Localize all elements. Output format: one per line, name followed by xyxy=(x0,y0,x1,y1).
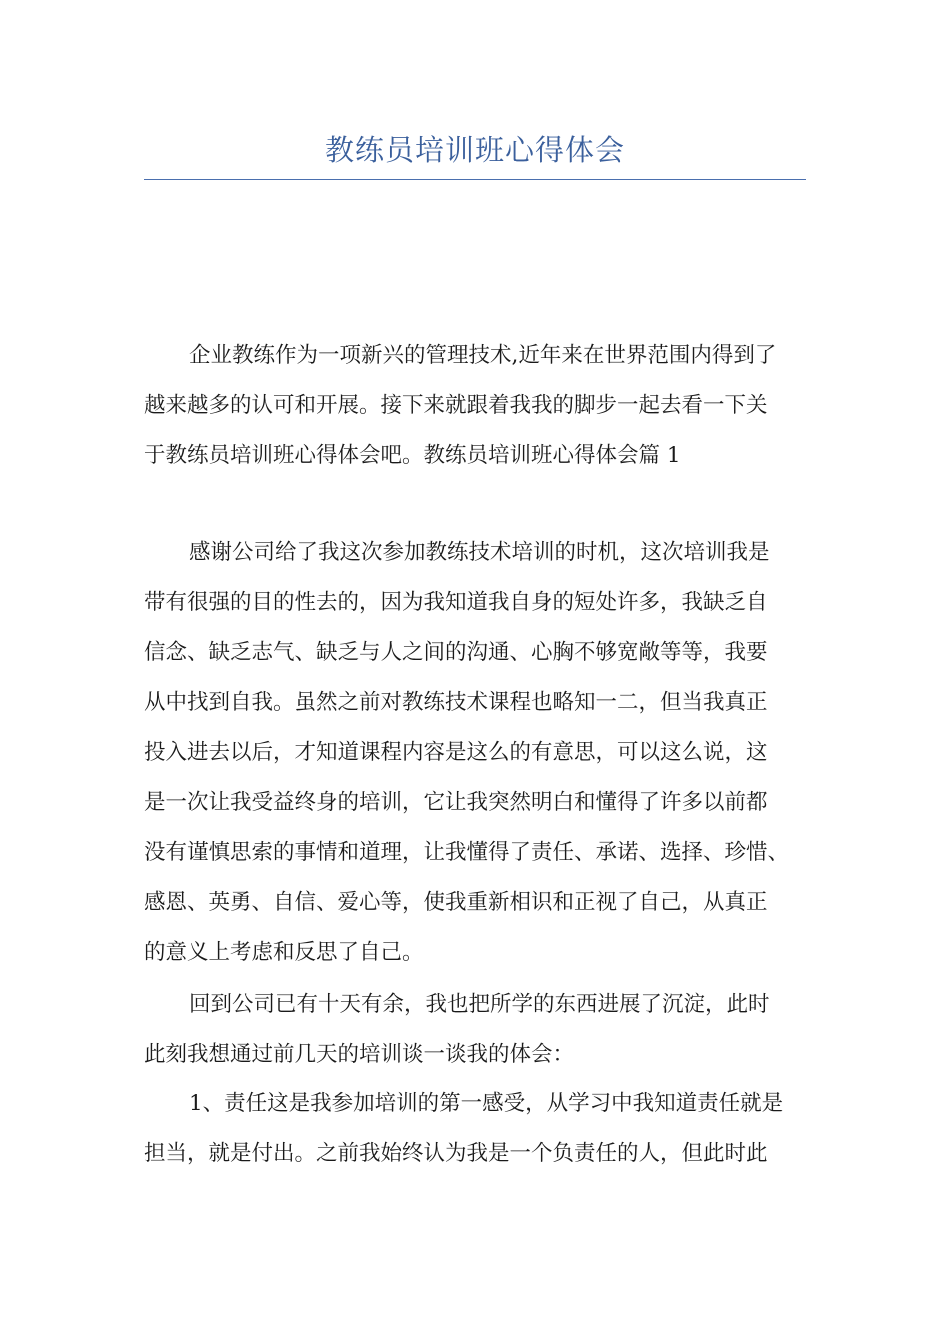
text-line: 于教练员培训班心得体会吧。教练员培训班心得体会篇 1 xyxy=(144,443,681,468)
text-line: 担当，就是付出。之前我始终认为我是一个负责任的人，但此时此 xyxy=(144,1141,768,1166)
text-line: 回到公司已有十天有余，我也把所学的东西进展了沉淀，此时 xyxy=(189,992,770,1017)
text-line: 信念、缺乏志气、缺乏与人之间的沟通、心胸不够宽敞等等，我要 xyxy=(144,640,768,665)
paragraph-item-1 xyxy=(144,1079,824,1179)
text-line: 的意义上考虑和反思了自己。 xyxy=(144,940,424,965)
paragraph-body-1 xyxy=(144,528,824,978)
paragraph-intro xyxy=(144,331,824,481)
text-line: 越来越多的认可和开展。接下来就跟着我我的脚步一起去看一下关 xyxy=(144,393,768,418)
text-line: 带有很强的目的性去的，因为我知道我自身的短处许多，我缺乏自 xyxy=(144,590,768,615)
paragraph-body-2 xyxy=(144,980,824,1080)
title-underline xyxy=(144,179,806,180)
text-line: 企业教练作为一项新兴的管理技术,近年来在世界范围内得到了 xyxy=(189,343,777,368)
text-line: 1、责任这是我参加培训的第一感受，从学习中我知道责任就是 xyxy=(189,1091,784,1116)
text-line: 感谢公司给了我这次参加教练技术培训的时机，这次培训我是 xyxy=(189,540,770,565)
text-line: 此刻我想通过前几天的培训谈一谈我的体会： xyxy=(144,1042,575,1067)
document-title: 教练员培训班心得体会 xyxy=(324,133,625,167)
text-line: 投入进去以后，才知道课程内容是这么的有意思，可以这么说，这 xyxy=(144,740,768,765)
text-line: 是一次让我受益终身的培训，它让我突然明白和懂得了许多以前都 xyxy=(144,790,768,815)
text-line: 感恩、英勇、自信、爱心等，使我重新相识和正视了自己，从真正 xyxy=(144,890,768,915)
text-line: 从中找到自我。虽然之前对教练技术课程也略知一二，但当我真正 xyxy=(144,690,768,715)
text-line: 没有谨慎思索的事情和道理，让我懂得了责任、承诺、选择、珍惜、 xyxy=(144,840,790,865)
